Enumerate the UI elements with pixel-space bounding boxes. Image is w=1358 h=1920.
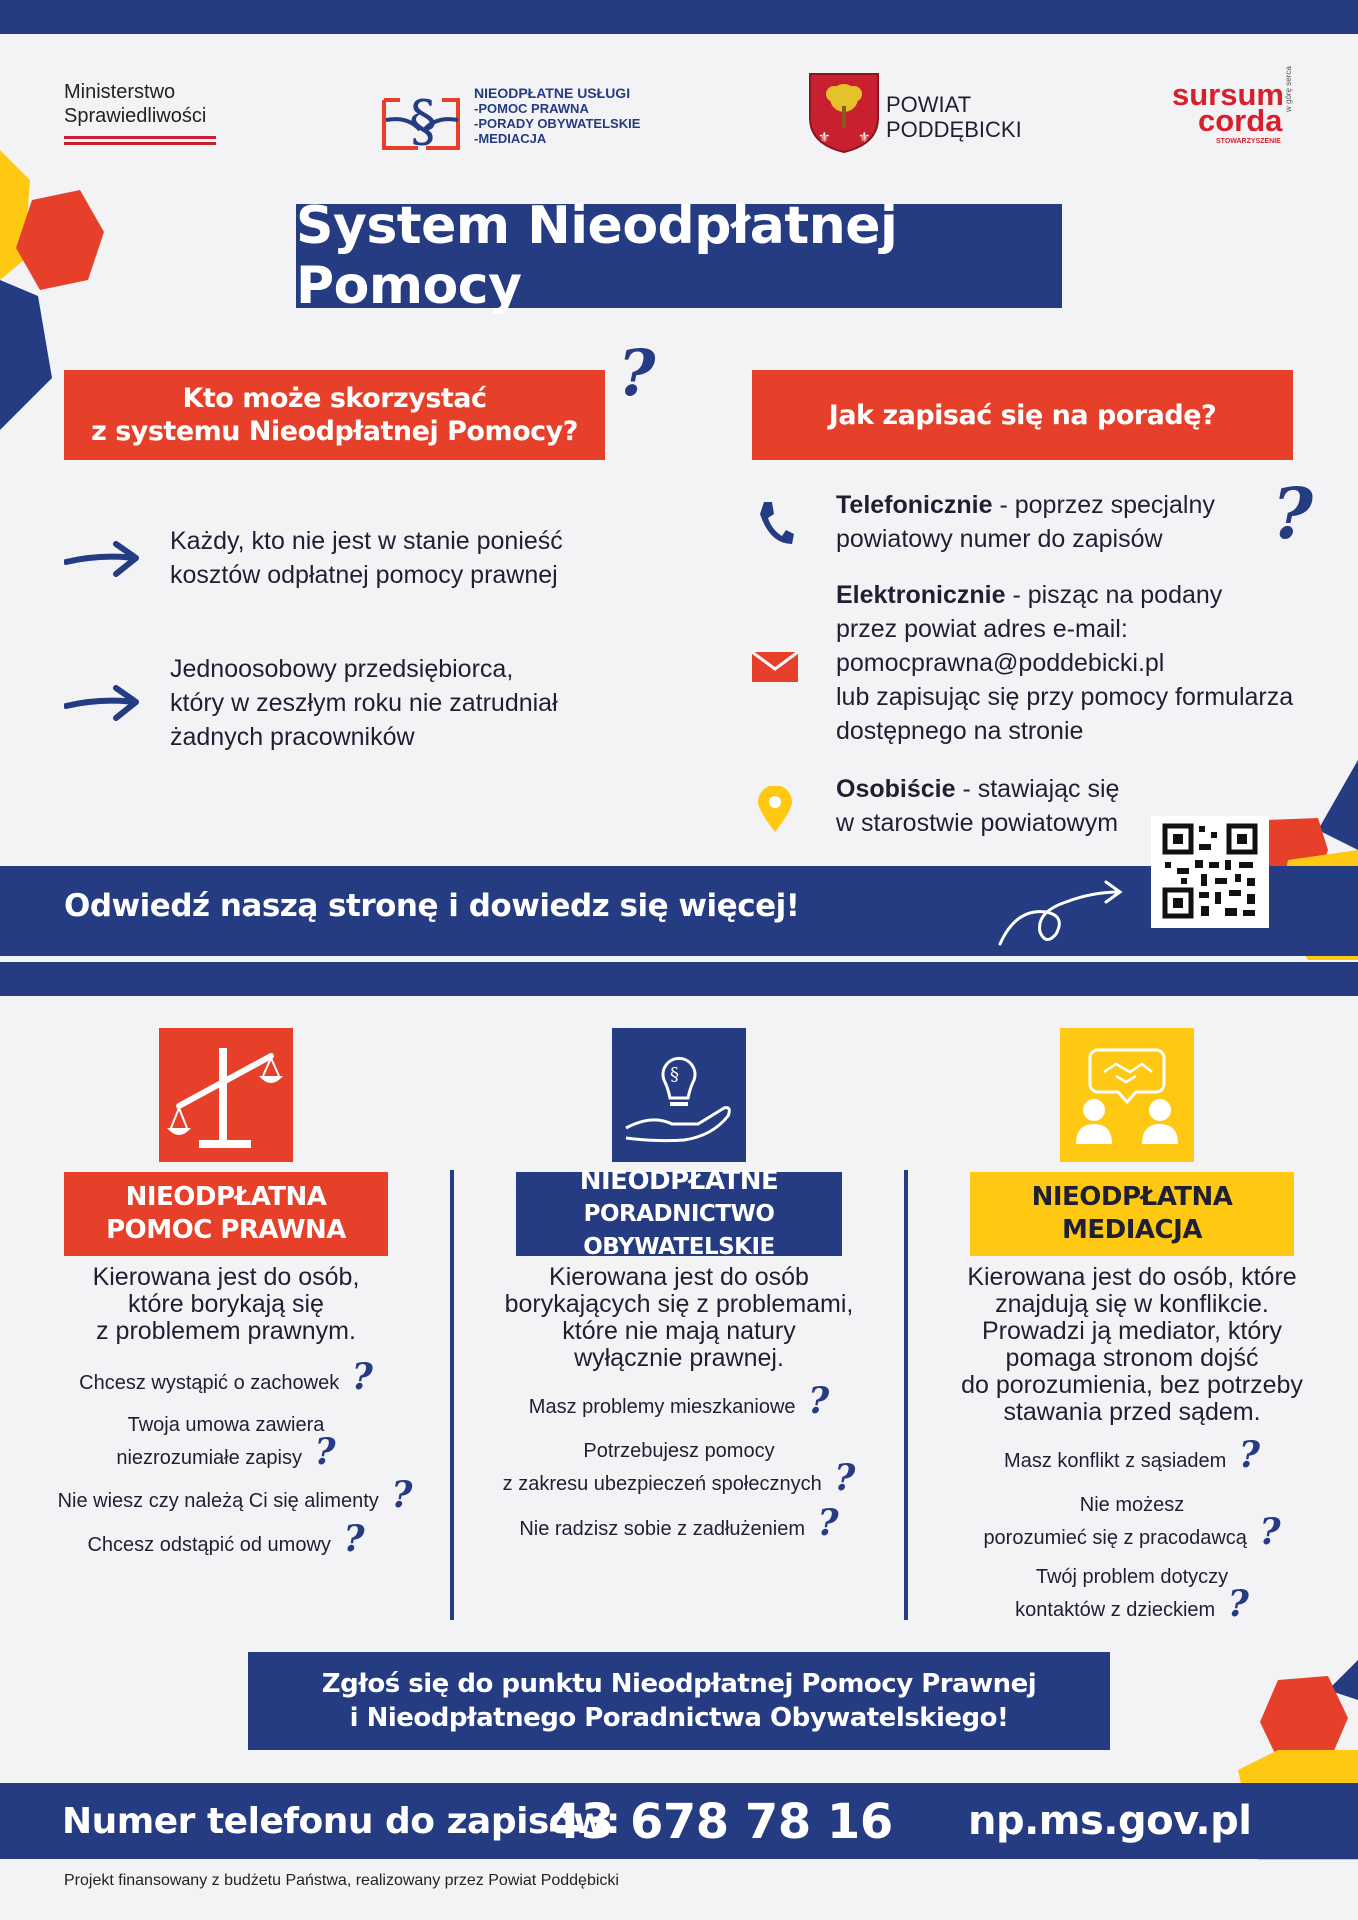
footer-note: Projekt finansowany z budżetu Państwa, realizowany przez Powiat Poddębicki (64, 1872, 619, 1889)
curly-arrow-icon (996, 872, 1126, 950)
kto-heading-line-2: z systemu Nieodpłatnej Pomocy? (91, 416, 578, 447)
website-link[interactable]: np.ms.gov.pl (968, 1798, 1252, 1844)
signup-in-person (836, 772, 1119, 840)
legal-aid-q2-line-1: Twoja umowa zawiera (127, 1414, 325, 1436)
civic-advice-q3-text: Nie radzisz sobie z zadłużeniem (519, 1518, 806, 1540)
legal-aid-title (64, 1172, 388, 1256)
signup-email (836, 578, 1293, 748)
mediation-title-line-2: MEDIACJA (1062, 1215, 1202, 1245)
civic-advice-question-1 (490, 1380, 868, 1422)
signup-email-address[interactable]: pomocprawna@poddebicki.pl (836, 649, 1165, 677)
signup-person-text-1: - stawiając się (955, 775, 1120, 803)
kto-item-1-line-1: Każdy, kto nie jest w stanie ponieść (170, 527, 563, 555)
ms-logo-line-2: Sprawiedliwości (64, 105, 207, 127)
legal-aid-question-4 (64, 1518, 388, 1560)
question-mark-icon: ? (1246, 1511, 1281, 1553)
kto-item-2-line-1: Jednoosobowy przedsiębiorca, (170, 655, 514, 683)
mediation-q1-text: Masz konflikt z sąsiadem (1004, 1450, 1227, 1472)
qr-code-icon (1151, 816, 1269, 928)
main-title: System Nieodpłatnej Pomocy (296, 204, 1062, 308)
mediation-question-3 (952, 1564, 1312, 1624)
jak-heading: Jak zapisać się na poradę? (752, 370, 1293, 460)
mediation-body-line-4: pomaga stronom dojść (1005, 1344, 1259, 1372)
question-mark-icon: ? (1226, 1434, 1260, 1476)
svg-text:§: § (409, 89, 437, 154)
kto-item-1 (170, 524, 563, 592)
mediation-body-line-1: Kierowana jest do osób, które (967, 1263, 1297, 1291)
civic-advice-q2-line-1: Potrzebujesz pomocy (583, 1440, 775, 1462)
civic-advice-body-line-2: borykających się z problemami, (504, 1290, 854, 1318)
np-logo-line-4: -MEDIACJA (474, 131, 547, 146)
signup-email-text-1: - pisząc na podany (1005, 581, 1223, 609)
signup-person-text-2: w starostwie powiatowym (836, 809, 1119, 837)
mediation-body (952, 1264, 1312, 1426)
signup-person-bold: Osobiście (836, 775, 956, 803)
np-logo-line-3: -PORADY OBYWATELSKIE (474, 116, 641, 131)
civic-advice-q1-text: Masz problemy mieszkaniowe (528, 1396, 796, 1418)
phone-label: Numer telefonu do zapisów: (62, 1801, 620, 1842)
coat-of-arms-icon (808, 72, 880, 154)
visit-website-text: Odwiedź naszą stronę i dowiedz się więcej! (64, 888, 800, 924)
svg-text:⚜: ⚜ (858, 129, 871, 145)
signup-phone-text-1: - poprzez specjalny (992, 491, 1215, 519)
nieodplatne-uslugi-logo (378, 80, 668, 160)
ms-logo-line-1: Ministerstwo (64, 81, 176, 103)
qr-code[interactable] (1151, 816, 1269, 928)
legal-aid-body-line-1: Kierowana jest do osób, (92, 1263, 360, 1291)
legal-aid-question-2 (64, 1412, 388, 1472)
mediation-body-line-6: stawania przed sądem. (1003, 1398, 1261, 1426)
top-bar (0, 0, 1358, 34)
kto-item-2 (170, 652, 558, 754)
legal-aid-q3-text: Nie wiesz czy należą Ci się alimenty (57, 1490, 379, 1512)
hand-lightbulb-icon (612, 1028, 746, 1162)
legal-aid-title-line-1: NIEODPŁATNA (125, 1182, 327, 1212)
question-mark-icon: ? (618, 336, 656, 411)
civic-advice-title-line-2: PORADNICTWO OBYWATELSKIE (583, 1200, 775, 1260)
legal-aid-body (64, 1264, 388, 1345)
signup-phone-bold: Telefonicznie (836, 491, 993, 519)
scales-icon (159, 1028, 293, 1162)
mediation-title-line-1: NIEODPŁATNA (1031, 1182, 1233, 1212)
sursum-logo-sub: STOWARZYSZENIE (1216, 138, 1281, 145)
legal-aid-body-line-2: które borykają się (128, 1290, 324, 1318)
kto-heading (64, 370, 605, 460)
civic-advice-title-line-1: NIEODPŁATNE (579, 1165, 779, 1196)
svg-text:⚜: ⚜ (818, 129, 831, 145)
sursum-corda-logo (1172, 66, 1302, 162)
signup-email-bold: Elektronicznie (836, 581, 1006, 609)
mediation-body-line-2: znajdują się w konflikcie. (995, 1290, 1269, 1318)
kto-item-2-line-3: żadnych pracowników (170, 723, 415, 751)
visit-band-lower-stripe (0, 962, 1358, 996)
legal-aid-title-line-2: POMOC PRAWNA (106, 1215, 346, 1245)
legal-aid-question-1 (64, 1356, 388, 1398)
legal-aid-q1-text: Chcesz wystąpić o zachowek (79, 1372, 340, 1394)
signup-email-text-4: dostępnego na stronie (836, 717, 1084, 745)
civic-advice-q2-line-2: z zakresu ubezpieczeń społecznych (502, 1473, 822, 1495)
civic-advice-title (516, 1165, 842, 1260)
call-to-action-box (248, 1652, 1110, 1750)
ministry-of-justice-logo (64, 80, 244, 145)
kto-heading-line-1: Kto może skorzystać (182, 383, 487, 414)
envelope-icon (752, 652, 798, 682)
phone-number[interactable]: 43 678 78 16 (548, 1794, 893, 1850)
np-logo-line-1: NIEODPŁATNE USŁUGI (474, 85, 631, 101)
question-mark-icon: ? (1272, 472, 1314, 555)
arrow-right-icon (64, 540, 140, 580)
location-pin-icon (758, 786, 792, 832)
mediation-question-1 (952, 1434, 1312, 1476)
mediation-q3-line-2: kontaktów z dzieckiem (1015, 1599, 1216, 1621)
mediation-icon-box (1060, 1028, 1194, 1162)
mediation-q3-line-1: Twój problem dotyczy (1035, 1566, 1229, 1588)
civic-advice-question-2 (490, 1438, 868, 1498)
civic-advice-body-line-3: które nie mają natury (562, 1317, 796, 1345)
legal-aid-q4-text: Chcesz odstąpić od umowy (87, 1534, 331, 1556)
mediation-question-2 (952, 1492, 1312, 1552)
signup-email-text-2: przez powiat adres e-mail: (836, 615, 1128, 643)
kto-item-2-line-2: który w zeszłym roku nie zatrudniał (170, 689, 558, 717)
question-mark-icon: ? (302, 1431, 336, 1473)
column-divider (904, 1170, 908, 1620)
svg-text:§: § (670, 1064, 679, 1085)
mediation-title (970, 1172, 1294, 1256)
phone-icon (756, 498, 796, 548)
civic-advice-body-line-1: Kierowana jest do osób (549, 1263, 809, 1291)
signup-email-text-3: lub zapisując się przy pomocy formularza (836, 683, 1294, 711)
column-divider (450, 1170, 454, 1620)
kto-item-1-line-2: kosztów odpłatnej pomocy prawnej (170, 561, 558, 589)
question-mark-icon: ? (1215, 1583, 1249, 1625)
question-mark-icon: ? (795, 1380, 830, 1422)
signup-phone-text-2: powiatowy numer do zapisów (836, 525, 1163, 553)
question-mark-icon: ? (378, 1474, 413, 1516)
powiat-logo-line-2: PODDĘBICKI (886, 117, 1022, 142)
cta-line-2: i Nieodpłatnego Poradnictwa Obywatelskiego! (349, 1703, 1009, 1733)
civic-advice-icon-box (612, 1028, 746, 1162)
bottom-contact-band (0, 1783, 1358, 1859)
sursum-logo-word-1: sursum (1172, 77, 1284, 112)
people-handshake-icon (1060, 1028, 1194, 1162)
section-sign-icon (378, 80, 466, 160)
mediation-q2-line-1: Nie możesz (1079, 1494, 1185, 1516)
question-mark-icon: ? (330, 1518, 365, 1560)
arrow-right-icon (64, 684, 140, 724)
civic-advice-body (490, 1264, 868, 1372)
mediation-body-line-3: Prowadzi ją mediator, który (981, 1317, 1283, 1345)
powiat-logo-line-1: POWIAT (886, 92, 972, 117)
civic-advice-question-3 (490, 1502, 868, 1544)
legal-aid-question-3 (50, 1474, 420, 1516)
powiat-poddebicki-logo (808, 72, 1048, 158)
legal-aid-body-line-3: z problemem prawnym. (96, 1317, 356, 1345)
mediation-q2-line-2: porozumieć się z pracodawcą (983, 1527, 1247, 1549)
mediation-body-line-5: do porozumienia, bez potrzeby (961, 1371, 1303, 1399)
cta-line-1: Zgłoś się do punktu Nieodpłatnej Pomocy Prawnej (321, 1669, 1037, 1699)
civic-advice-body-line-4: wyłącznie prawnej. (574, 1344, 784, 1372)
legal-aid-q2-line-2: niezrozumiałe zapisy (116, 1447, 302, 1469)
np-logo-line-2: -POMOC PRAWNA (474, 101, 589, 116)
question-mark-icon: ? (821, 1457, 856, 1499)
question-mark-icon: ? (339, 1356, 373, 1398)
sursum-logo-word-2: corda (1198, 103, 1283, 138)
legal-aid-icon-box (159, 1028, 293, 1162)
sursum-logo-tagline: w górę serca (1284, 66, 1293, 112)
signup-phone (836, 488, 1215, 556)
question-mark-icon: ? (805, 1502, 839, 1544)
